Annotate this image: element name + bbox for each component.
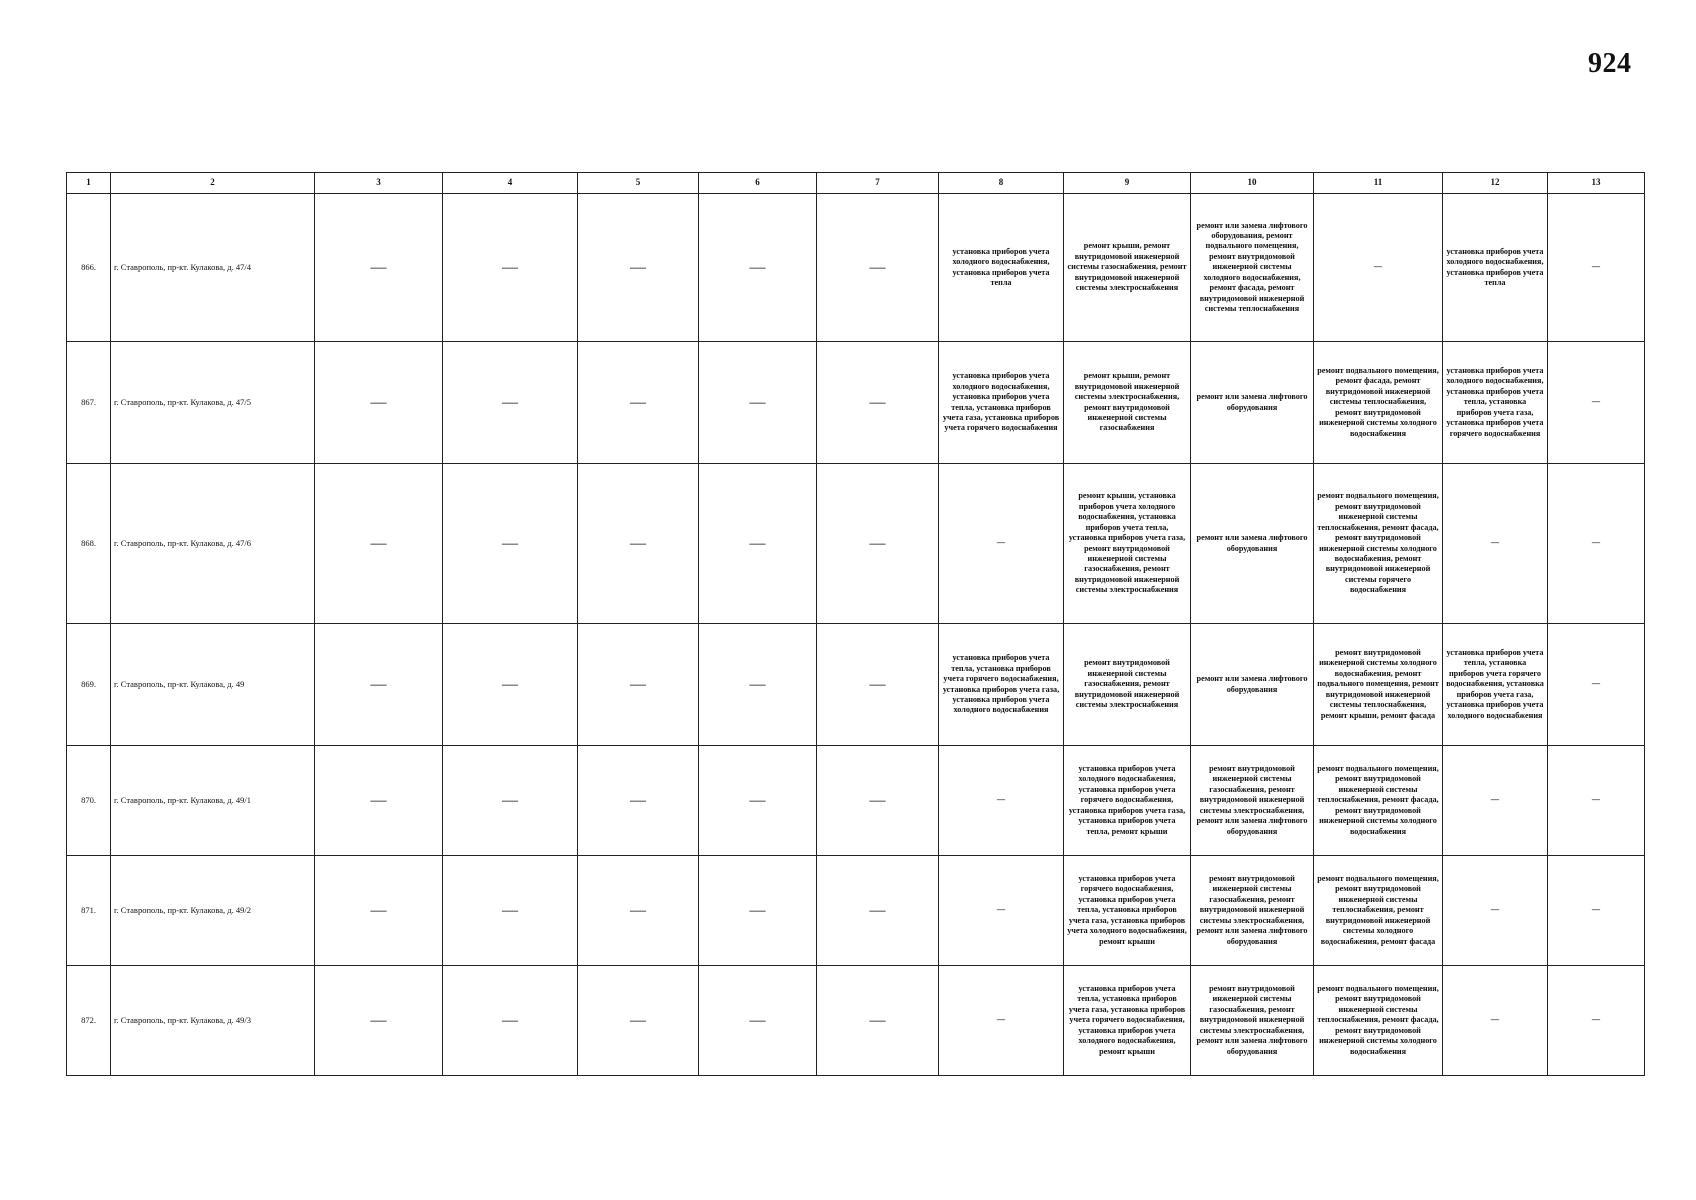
cell-col-8: — bbox=[939, 856, 1064, 966]
row-number: 871. bbox=[67, 856, 111, 966]
cell-col-7 bbox=[817, 342, 939, 464]
column-header: 12 bbox=[1443, 173, 1548, 194]
cell-col-9: ремонт внутридомовой инженерной системы газоснабжения, ремонт внутридомовой инженерной системы электроснабжения bbox=[1064, 624, 1191, 746]
cell-col-10: ремонт внутридомовой инженерной системы газоснабжения, ремонт внутридомовой инженерной системы электроснабжения, ремонт или замена лифтового оборудования bbox=[1191, 856, 1314, 966]
row-number: 872. bbox=[67, 966, 111, 1076]
cell-col-10: ремонт или замена лифтового оборудования bbox=[1191, 464, 1314, 624]
cell-col-6 bbox=[699, 194, 817, 342]
cell-col-3 bbox=[315, 342, 443, 464]
cell-col-8: — bbox=[939, 464, 1064, 624]
row-address: г. Ставрополь, пр-кт. Кулакова, д. 49/3 bbox=[111, 966, 315, 1076]
cell-col-5 bbox=[578, 342, 699, 464]
empty-dash: — bbox=[370, 675, 387, 693]
empty-dash: — bbox=[869, 393, 886, 411]
cell-col-5 bbox=[578, 966, 699, 1076]
cell-col-9: установка приборов учета тепла, установка приборов учета газа, установка приборов учета горячего водоснабжения, установка приборов учета холодного водоснабжения, ремонт крыши bbox=[1064, 966, 1191, 1076]
cell-col-6 bbox=[699, 966, 817, 1076]
cell-col-12: — bbox=[1443, 746, 1548, 856]
column-header: 7 bbox=[817, 173, 939, 194]
empty-dash: — bbox=[630, 258, 646, 276]
cell-col-4 bbox=[443, 464, 578, 624]
cell-col-8: установка приборов учета холодного водоснабжения, установка приборов учета тепла bbox=[939, 194, 1064, 342]
cell-col-11: — bbox=[1314, 194, 1443, 342]
empty-dash: — bbox=[630, 534, 646, 552]
column-header: 9 bbox=[1064, 173, 1191, 194]
column-header: 3 bbox=[315, 173, 443, 194]
table-row bbox=[67, 966, 1645, 1076]
empty-dash: — bbox=[370, 901, 387, 919]
cell-col-4 bbox=[443, 746, 578, 856]
column-header: 8 bbox=[939, 173, 1064, 194]
table-row bbox=[67, 342, 1645, 464]
empty-dash: — bbox=[502, 1011, 518, 1029]
header-row bbox=[67, 173, 1645, 194]
cell-col-11: ремонт подвального помещения, ремонт внутридомовой инженерной системы теплоснабжения, ремонт фасада, ремонт внутридомовой инженерной системы холодного водоснабжения bbox=[1314, 966, 1443, 1076]
column-header: 11 bbox=[1314, 173, 1443, 194]
empty-dash: — bbox=[749, 901, 766, 919]
cell-col-8: — bbox=[939, 746, 1064, 856]
row-number: 870. bbox=[67, 746, 111, 856]
cell-col-9: ремонт крыши, установка приборов учета холодного водоснабжения, установка приборов учета тепла, установка приборов учета газа, ремонт внутридомовой инженерной системы газоснабжения, ремонт внутридомовой инженерной системы электроснабжения bbox=[1064, 464, 1191, 624]
cell-col-3 bbox=[315, 624, 443, 746]
empty-dash: — bbox=[502, 258, 518, 276]
table-row bbox=[67, 746, 1645, 856]
cell-col-9: ремонт крыши, ремонт внутридомовой инженерной системы газоснабжения, ремонт внутридомовой инженерной системы электроснабжения bbox=[1064, 194, 1191, 342]
empty-dash: — bbox=[869, 1011, 886, 1029]
empty-dash: — bbox=[749, 675, 766, 693]
cell-col-3 bbox=[315, 856, 443, 966]
cell-col-10: ремонт или замена лифтового оборудования, ремонт подвального помещения, ремонт внутридомовой инженерной системы холодного водоснабжения, ремонт фасада, ремонт внутридомовой инженерной системы теплоснабжения bbox=[1191, 194, 1314, 342]
column-header: 2 bbox=[111, 173, 315, 194]
column-header: 6 bbox=[699, 173, 817, 194]
row-number: 869. bbox=[67, 624, 111, 746]
cell-col-4 bbox=[443, 966, 578, 1076]
cell-col-13: — bbox=[1548, 194, 1645, 342]
cell-col-6 bbox=[699, 342, 817, 464]
cell-col-11: ремонт подвального помещения, ремонт фасада, ремонт внутридомовой инженерной системы теплоснабжения, ремонт внутридомовой инженерной системы холодного водоснабжения bbox=[1314, 342, 1443, 464]
cell-col-13: — bbox=[1548, 966, 1645, 1076]
cell-col-10: ремонт внутридомовой инженерной системы газоснабжения, ремонт внутридомовой инженерной системы электроснабжения, ремонт или замена лифтового оборудования bbox=[1191, 746, 1314, 856]
cell-col-9: ремонт крыши, ремонт внутридомовой инженерной системы электроснабжения, ремонт внутридомовой инженерной системы газоснабжения bbox=[1064, 342, 1191, 464]
cell-col-6 bbox=[699, 624, 817, 746]
cell-col-8: установка приборов учета холодного водоснабжения, установка приборов учета тепла, установка приборов учета газа, установка приборов учета горячего водоснабжения bbox=[939, 342, 1064, 464]
cell-col-7 bbox=[817, 856, 939, 966]
empty-dash: — bbox=[370, 1011, 387, 1029]
column-header: 5 bbox=[578, 173, 699, 194]
cell-col-4 bbox=[443, 624, 578, 746]
cell-col-13: — bbox=[1548, 342, 1645, 464]
empty-dash: — bbox=[370, 791, 387, 809]
empty-dash: — bbox=[869, 675, 886, 693]
table-row bbox=[67, 194, 1645, 342]
column-header: 13 bbox=[1548, 173, 1645, 194]
cell-col-3 bbox=[315, 464, 443, 624]
cell-col-4 bbox=[443, 194, 578, 342]
cell-col-6 bbox=[699, 464, 817, 624]
cell-col-4 bbox=[443, 856, 578, 966]
row-number: 867. bbox=[67, 342, 111, 464]
cell-col-12: установка приборов учета тепла, установка приборов учета горячего водоснабжения, установка приборов учета газа, установка приборов учета холодного водоснабжения bbox=[1443, 624, 1548, 746]
empty-dash: — bbox=[370, 534, 387, 552]
empty-dash: — bbox=[749, 1011, 766, 1029]
row-address: г. Ставрополь, пр-кт. Кулакова, д. 49 bbox=[111, 624, 315, 746]
cell-col-12: установка приборов учета холодного водоснабжения, установка приборов учета тепла, установка приборов учета газа, установка приборов учета горячего водоснабжения bbox=[1443, 342, 1548, 464]
empty-dash: — bbox=[749, 258, 766, 276]
cell-col-5 bbox=[578, 856, 699, 966]
empty-dash: — bbox=[869, 901, 886, 919]
empty-dash: — bbox=[502, 791, 518, 809]
cell-col-3 bbox=[315, 966, 443, 1076]
column-header: 10 bbox=[1191, 173, 1314, 194]
empty-dash: — bbox=[869, 258, 886, 276]
cell-col-5 bbox=[578, 746, 699, 856]
row-number: 866. bbox=[67, 194, 111, 342]
table-row bbox=[67, 624, 1645, 746]
cell-col-12: — bbox=[1443, 856, 1548, 966]
empty-dash: — bbox=[630, 393, 646, 411]
cell-col-12: — bbox=[1443, 966, 1548, 1076]
empty-dash: — bbox=[502, 901, 518, 919]
empty-dash: — bbox=[749, 534, 766, 552]
column-header: 4 bbox=[443, 173, 578, 194]
cell-col-8: — bbox=[939, 966, 1064, 1076]
row-address: г. Ставрополь, пр-кт. Кулакова, д. 47/6 bbox=[111, 464, 315, 624]
cell-col-7 bbox=[817, 194, 939, 342]
empty-dash: — bbox=[630, 901, 646, 919]
empty-dash: — bbox=[630, 791, 646, 809]
cell-col-7 bbox=[817, 464, 939, 624]
cell-col-10: ремонт или замена лифтового оборудования bbox=[1191, 342, 1314, 464]
cell-col-5 bbox=[578, 464, 699, 624]
cell-col-10: ремонт или замена лифтового оборудования bbox=[1191, 624, 1314, 746]
cell-col-9: установка приборов учета холодного водоснабжения, установка приборов учета горячего водоснабжения, установка приборов учета газа, установка приборов учета тепла, ремонт крыши bbox=[1064, 746, 1191, 856]
row-number: 868. bbox=[67, 464, 111, 624]
cell-col-12: установка приборов учета холодного водоснабжения, установка приборов учета тепла bbox=[1443, 194, 1548, 342]
cell-col-7 bbox=[817, 746, 939, 856]
table-body bbox=[67, 194, 1645, 1076]
empty-dash: — bbox=[370, 393, 387, 411]
table-row bbox=[67, 464, 1645, 624]
cell-col-3 bbox=[315, 746, 443, 856]
cell-col-11: ремонт подвального помещения, ремонт внутридомовой инженерной системы теплоснабжения, ремонт фасада, ремонт внутридомовой инженерной системы холодного водоснабжения bbox=[1314, 746, 1443, 856]
cell-col-5 bbox=[578, 624, 699, 746]
table-row bbox=[67, 856, 1645, 966]
cell-col-11: ремонт внутридомовой инженерной системы холодного водоснабжения, ремонт подвального помещения, ремонт внутридомовой инженерной системы теплоснабжения, ремонт крыши, ремонт фасада bbox=[1314, 624, 1443, 746]
empty-dash: — bbox=[502, 393, 518, 411]
cell-col-13: — bbox=[1548, 746, 1645, 856]
repair-schedule-table bbox=[66, 172, 1645, 1076]
row-address: г. Ставрополь, пр-кт. Кулакова, д. 49/1 bbox=[111, 746, 315, 856]
empty-dash: — bbox=[869, 791, 886, 809]
cell-col-13: — bbox=[1548, 624, 1645, 746]
cell-col-13: — bbox=[1548, 464, 1645, 624]
cell-col-8: установка приборов учета тепла, установка приборов учета горячего водоснабжения, установка приборов учета газа, установка приборов учета холодного водоснабжения bbox=[939, 624, 1064, 746]
cell-col-3 bbox=[315, 194, 443, 342]
empty-dash: — bbox=[630, 1011, 646, 1029]
empty-dash: — bbox=[869, 534, 886, 552]
cell-col-6 bbox=[699, 856, 817, 966]
cell-col-6 bbox=[699, 746, 817, 856]
row-address: г. Ставрополь, пр-кт. Кулакова, д. 49/2 bbox=[111, 856, 315, 966]
cell-col-7 bbox=[817, 624, 939, 746]
empty-dash: — bbox=[749, 791, 766, 809]
cell-col-4 bbox=[443, 342, 578, 464]
cell-col-9: установка приборов учета горячего водоснабжения, установка приборов учета тепла, установка приборов учета газа, установка приборов учета холодного водоснабжения, ремонт крыши bbox=[1064, 856, 1191, 966]
empty-dash: — bbox=[630, 675, 646, 693]
row-address: г. Ставрополь, пр-кт. Кулакова, д. 47/5 bbox=[111, 342, 315, 464]
empty-dash: — bbox=[502, 534, 518, 552]
empty-dash: — bbox=[502, 675, 518, 693]
cell-col-7 bbox=[817, 966, 939, 1076]
cell-col-12: — bbox=[1443, 464, 1548, 624]
cell-col-11: ремонт подвального помещения, ремонт внутридомовой инженерной системы теплоснабжения, ремонт фасада, ремонт внутридомовой инженерной системы холодного водоснабжения, ремонт внутридомовой инженерной системы горячего водоснабжения bbox=[1314, 464, 1443, 624]
column-header: 1 bbox=[67, 173, 111, 194]
page-number: 924 bbox=[1588, 48, 1632, 79]
row-address: г. Ставрополь, пр-кт. Кулакова, д. 47/4 bbox=[111, 194, 315, 342]
empty-dash: — bbox=[370, 258, 387, 276]
cell-col-10: ремонт внутридомовой инженерной системы газоснабжения, ремонт внутридомовой инженерной системы электроснабжения, ремонт или замена лифтового оборудования bbox=[1191, 966, 1314, 1076]
cell-col-5 bbox=[578, 194, 699, 342]
cell-col-11: ремонт подвального помещения, ремонт внутридомовой инженерной системы теплоснабжения, ремонт внутридомовой инженерной системы холодного водоснабжения, ремонт фасада bbox=[1314, 856, 1443, 966]
empty-dash: — bbox=[749, 393, 766, 411]
cell-col-13: — bbox=[1548, 856, 1645, 966]
